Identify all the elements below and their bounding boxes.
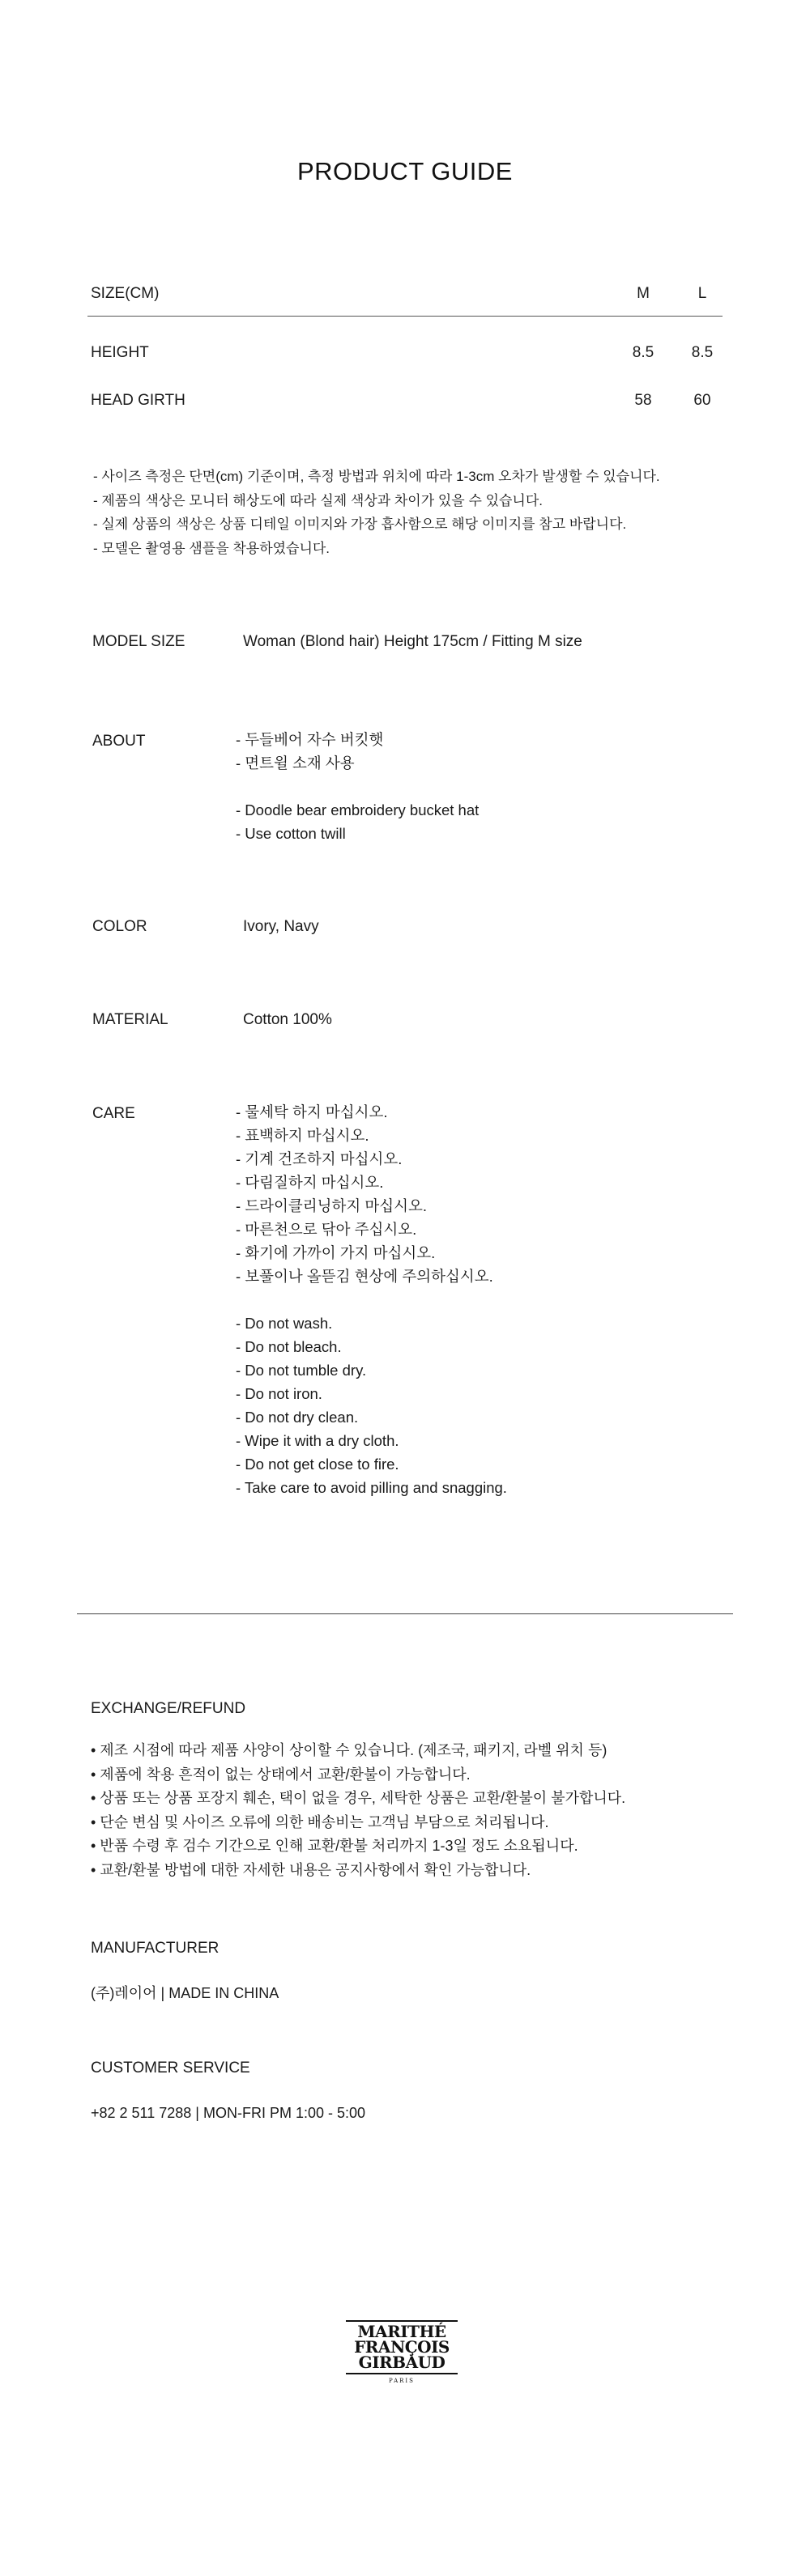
logo-line: MARITHÉ <box>357 2322 446 2341</box>
customer-service-title: CUSTOMER SERVICE <box>91 2060 250 2077</box>
page-title: PRODUCT GUIDE <box>296 157 513 185</box>
care-list <box>236 1100 507 1499</box>
manufacturer-title: MANUFACTURER <box>91 1940 220 1957</box>
size-row-m: 58 <box>634 392 652 409</box>
exchange-item: • 제조 시점에 따라 제품 사양이 상이할 수 있습니다. (제조국, 패키지, 라벨 위치 등) <box>91 1742 608 1758</box>
manufacturer-value: (주)레이어 | MADE IN CHINA <box>91 1985 279 2001</box>
care-item: - Do not iron. <box>236 1385 322 1402</box>
size-notes <box>93 465 660 560</box>
care-item: - 다림질하지 마십시오. <box>236 1174 384 1191</box>
material-value: Cotton 100% <box>243 1011 332 1028</box>
model-size-value: Woman (Blond hair) Height 175cm / Fitting M size <box>243 633 582 650</box>
about-list <box>236 728 479 845</box>
section-divider <box>77 1613 733 1614</box>
about-item: - Use cotton twill <box>236 825 346 842</box>
note-item: - 제품의 색상은 모니터 해상도에 따라 실제 색상과 차이가 있을 수 있습니다. <box>93 492 543 508</box>
exchange-item: • 반품 수령 후 검수 기간으로 인해 교환/환불 처리까지 1-3일 정도 소요됩니다. <box>91 1838 578 1854</box>
care-item: - 화기에 가까이 가지 마십시오. <box>236 1244 436 1261</box>
care-item: - Take care to avoid pilling and snagging. <box>236 1479 507 1496</box>
color-label: COLOR <box>92 918 147 935</box>
care-item: - Do not bleach. <box>236 1338 342 1355</box>
size-row-l: 60 <box>693 392 711 409</box>
exchange-title: EXCHANGE/REFUND <box>91 1700 246 1717</box>
care-item: - 기계 건조하지 마십시오. <box>236 1150 403 1167</box>
size-row-l: 8.5 <box>691 344 714 361</box>
care-item: - 보풀이나 올뜯김 현상에 주의하십시오. <box>236 1268 493 1285</box>
size-row-label: HEIGHT <box>91 344 149 361</box>
model-size-label: MODEL SIZE <box>92 633 185 650</box>
size-row-m: 8.5 <box>632 344 654 361</box>
exchange-item: • 제품에 착용 흔적이 없는 상태에서 교환/환불이 가능합니다. <box>91 1766 471 1783</box>
exchange-list <box>91 1739 625 1882</box>
customer-service-value: +82 2 511 7288 | MON-FRI PM 1:00 - 5:00 <box>91 2105 366 2121</box>
about-item: - Doodle bear embroidery bucket hat <box>236 801 480 818</box>
note-item: - 실제 상품의 색상은 상품 디테일 이미지와 가장 흡사함으로 해당 이미지를 참고 바랍니다. <box>93 516 627 532</box>
brand-logo <box>341 2320 463 2393</box>
size-row-label: HEAD GIRTH <box>91 392 185 409</box>
logo-rule-bottom <box>346 2373 458 2374</box>
logo-line: FRANÇOIS <box>354 2337 450 2357</box>
logo-line: GIRBAUD <box>358 2353 446 2372</box>
size-header-label: SIZE(CM) <box>91 285 160 302</box>
care-item: - 표백하지 마십시오. <box>236 1127 369 1144</box>
about-item: - 면트윌 소재 사용 <box>236 755 355 772</box>
size-header-l: L <box>697 285 707 302</box>
care-label: CARE <box>92 1105 135 1122</box>
about-item: - 두들베어 자수 버킷햇 <box>236 731 384 748</box>
care-item: - Do not tumble dry. <box>236 1362 367 1379</box>
about-label: ABOUT <box>92 733 146 750</box>
care-item: - Do not get close to fire. <box>236 1456 399 1473</box>
note-item: - 사이즈 측정은 단면(cm) 기준이며, 측정 방법과 위치에 따라 1-3cm 오차가 발생할 수 있습니다. <box>93 469 660 484</box>
size-header-m: M <box>637 285 650 302</box>
exchange-item: • 교환/환불 방법에 대한 자세한 내용은 공지사항에서 확인 가능합니다. <box>91 1861 531 1878</box>
logo-sub: PARIS <box>389 2378 415 2384</box>
size-table-divider <box>87 316 723 317</box>
care-item: - 드라이클리닝하지 마십시오. <box>236 1197 428 1214</box>
care-item: - Wipe it with a dry cloth. <box>236 1432 399 1449</box>
note-item: - 모델은 촬영용 샘플을 착용하였습니다. <box>93 540 330 556</box>
exchange-item: • 상품 또는 상품 포장지 훼손, 택이 없을 경우, 세탁한 상품은 교환/환불이 불가합니다. <box>91 1790 626 1806</box>
material-label: MATERIAL <box>92 1011 168 1028</box>
color-value: Ivory, Navy <box>243 918 319 935</box>
care-item: - 마른천으로 닦아 주십시오. <box>236 1221 417 1238</box>
care-item: - 물세탁 하지 마십시오. <box>236 1103 388 1120</box>
exchange-item: • 단순 변심 및 사이즈 오류에 의한 배송비는 고객님 부담으로 처리됩니다. <box>91 1813 549 1830</box>
care-item: - Do not wash. <box>236 1315 333 1332</box>
care-item: - Do not dry clean. <box>236 1409 359 1426</box>
